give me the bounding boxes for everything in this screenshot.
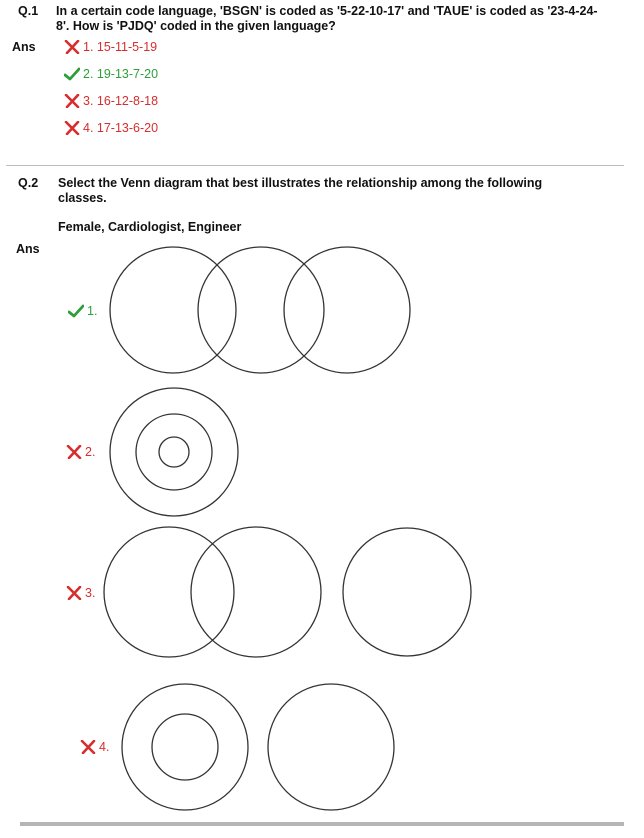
- venn-circle: [284, 247, 410, 373]
- venn-circle: [136, 414, 212, 490]
- q1-ans-label: Ans: [12, 40, 36, 54]
- venn-diagram-option-2: [100, 380, 250, 530]
- venn-diagram-option-1: [100, 235, 420, 385]
- question-divider: [6, 165, 624, 166]
- q1-option-3-label: 3. 16-12-8-18: [83, 94, 159, 108]
- q2-text: Select the Venn diagram that best illustrates the relationship among the following classes.: [58, 176, 543, 205]
- cross-icon: [64, 121, 80, 135]
- q1-number: Q.1: [18, 4, 39, 18]
- q1-option-1-label: 1. 15-11-5-19: [83, 40, 158, 54]
- q1-text: In a certain code language, 'BSGN' is coded as '5-22-10-17' and 'TAUE' is coded as '23-4-24-8'. How is 'PJDQ' coded in the given language?: [56, 4, 598, 33]
- q2-option-4-label: 4.: [99, 740, 110, 754]
- q2-option-3[interactable]: [66, 586, 95, 600]
- venn-circle: [110, 388, 238, 516]
- venn-circle: [152, 714, 218, 780]
- check-icon: [64, 67, 80, 81]
- q2-ans-label: Ans: [16, 242, 40, 256]
- q2-option-2-label: 2.: [85, 445, 96, 459]
- q1-option-1[interactable]: [64, 40, 157, 54]
- venn-circle: [159, 437, 189, 467]
- cross-icon: [64, 94, 80, 108]
- venn-circle: [268, 684, 394, 810]
- venn-circle: [198, 247, 324, 373]
- q1-option-2-label: 2. 19-13-7-20: [83, 67, 159, 81]
- cross-icon: [66, 586, 82, 600]
- check-icon: [68, 304, 84, 318]
- venn-circle: [104, 527, 234, 657]
- q2-option-3-label: 3.: [85, 586, 96, 600]
- venn-circle: [343, 528, 471, 656]
- q2-number: Q.2: [18, 176, 39, 190]
- venn-circle: [122, 684, 248, 810]
- cross-icon: [66, 445, 82, 459]
- q2-classes: Female, Cardiologist, Engineer: [58, 220, 242, 234]
- q2-option-1[interactable]: [68, 304, 97, 318]
- q2-option-2[interactable]: [66, 445, 95, 459]
- q1-option-4[interactable]: [64, 121, 158, 135]
- bottom-divider: [20, 822, 624, 826]
- cross-icon: [64, 40, 80, 54]
- q2-option-4[interactable]: [80, 740, 109, 754]
- q1-option-3[interactable]: [64, 94, 158, 108]
- venn-circle: [110, 247, 236, 373]
- venn-diagram-option-3: [96, 520, 481, 665]
- venn-diagram-option-4: [115, 678, 415, 818]
- venn-circle: [191, 527, 321, 657]
- cross-icon: [80, 740, 96, 754]
- q1-option-2[interactable]: [64, 67, 158, 81]
- q1-option-4-label: 4. 17-13-6-20: [83, 121, 159, 135]
- q2-option-1-label: 1.: [87, 304, 98, 318]
